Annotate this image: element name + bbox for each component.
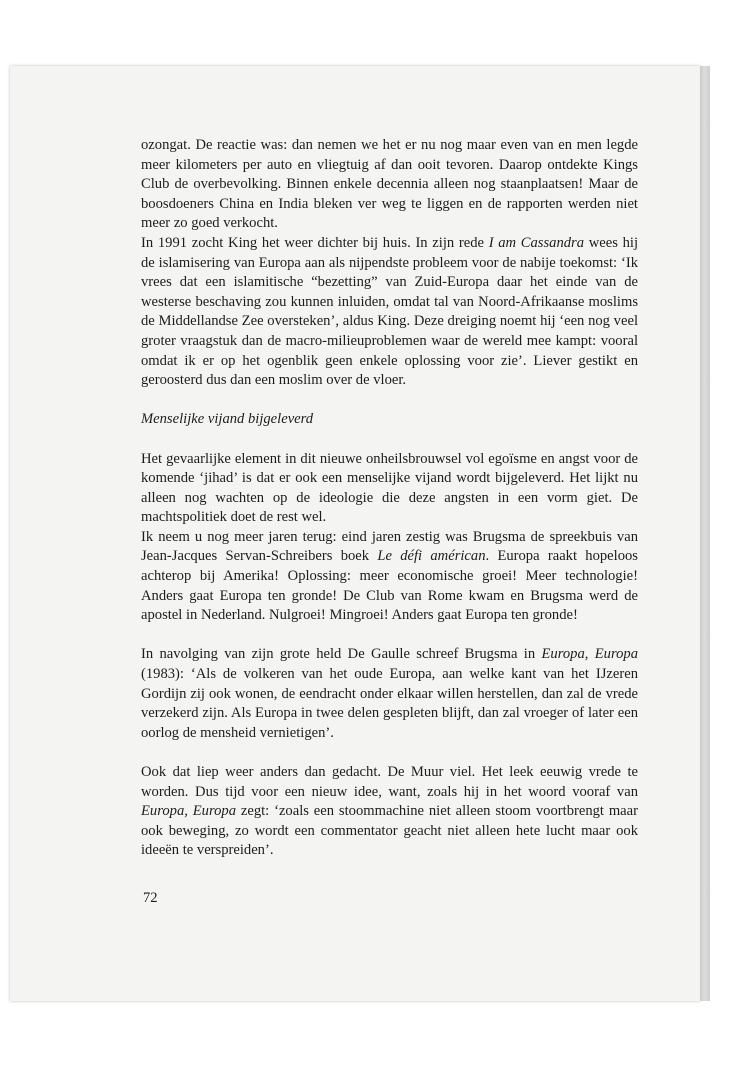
paragraph-de-gaulle-text-b: (1983): ‘Als de volkeren van het oude Europa, aan welke kant van het IJzeren Gordijn zij ook wonen, de eendracht onder elkaar willen herstellen, dan zal de vrede verzekerd zijn. Als Europa in twee delen gespleten blijft, dan zal vroeger of later een oorlog de mensheid vernietigen’.: [141, 666, 638, 741]
paragraph-cassandra-text-a: In 1991 zocht King het weer dichter bij huis. In zijn rede: [141, 234, 489, 251]
page-body-text: [141, 136, 638, 861]
book-title-europa-europa: Europa, Europa: [541, 646, 638, 663]
book-page: [10, 66, 700, 1001]
paragraph-wall-fell: [141, 763, 638, 861]
paragraph-gap: [141, 430, 638, 450]
paragraph-enemy: Het gevaarlijke element in dit nieuwe onheilsbrouwsel vol egoïsme en angst voor de komende ‘jihad’ is dat er ook een menselijke vijand wordt bijgeleverd. Het lijkt nu alleen nog wachten op de ideologie die deze angsten in een vorm giet. De machtspolitiek doet de rest wel.: [141, 450, 638, 526]
paragraph-overpopulation: ozongat. De reactie was: dan nemen we het er nu nog maar even van en men legde meer kilometers per auto en vliegtuig af dan ooit tevoren. Daarop ontdekte Kings Club de overbevolking. Binnen enkele decennia alleen nog staanplaatsen! Maar de boosdoeners China en India bleken ver weg te liggen en de rapporten werden niet meer zo goed verkocht.: [141, 137, 638, 232]
paragraph-wall-fell-text-a: Ook dat liep weer anders dan gedacht. De Muur viel. Het leek eeuwig vrede te worden. Dus tijd voor een nieuw idee, want, zoals hij in het woord vooraf van: [141, 764, 638, 800]
paragraph-brugsma-text-b: . Europa raakt hopeloos achterop bij Amerika! Oplossing: meer economische groei! Meer technologie! Anders gaat Europa ten gronde! De Club van Rome kwam en Brugsma werd de apostel in Nederland. Nulgroei! Mingroei! Anders gaat Europa ten gronde!: [141, 548, 638, 624]
paragraph-brugsma-text-a: Ik neem u nog meer jaren terug: eind jaren zestig was Brugsma de spreekbuis van Jean-Jacques Servan-Schreibers boek: [141, 528, 638, 565]
paragraph-gap: [141, 743, 638, 763]
paragraph-brugsma: [141, 528, 638, 626]
paragraph-cassandra: [141, 234, 638, 391]
paragraph-gap: [141, 391, 638, 411]
paragraph-cassandra-text-b: wees hij de islamisering van Europa aan als nijpendste probleem voor de nabije toekomst: ‘Ik vrees dat een islamitische “bezetting” van Zuid-Europa daar het einde van de westerse beschaving zou kunnen inluiden, omdat tal van Noord-Afrikaanse moslims de Middellandse Zee oversteken’, aldus King. Deze dreiging noemt hij ‘een nog veel groter vraagstuk dan de macro-milieuproblemen waar de wereld mee kampt: vooral omdat ik er op het ogenblik geen enkele oplossing voor zie’. Liever gestikt en geroosterd dus dan een moslim over de vloer.: [141, 234, 638, 389]
paragraph-de-gaulle-text-a: In navolging van zijn grote held De Gaulle schreef Brugsma in: [141, 646, 542, 663]
paragraph-de-gaulle: [141, 645, 638, 743]
paragraph-wall-fell-text-b: zegt: ‘zoals een stoommachine niet alleen stoom voortbrengt maar ook beweging, zo wordt een commentator geacht niet alleen hete lucht maar ook ideeën te verspreiden’.: [141, 803, 639, 859]
book-title-europa-europa-2: Europa, Europa: [141, 803, 236, 820]
page-number: 72: [143, 890, 158, 906]
page-edge-shadow: [700, 66, 710, 1001]
paragraph-gap: [141, 626, 638, 646]
section-heading: Menselijke vijand bijgeleverd: [141, 411, 314, 428]
book-title-le-defi-americain: Le défi américan: [377, 548, 486, 565]
book-title-i-am-cassandra: I am Cassandra: [488, 234, 585, 251]
